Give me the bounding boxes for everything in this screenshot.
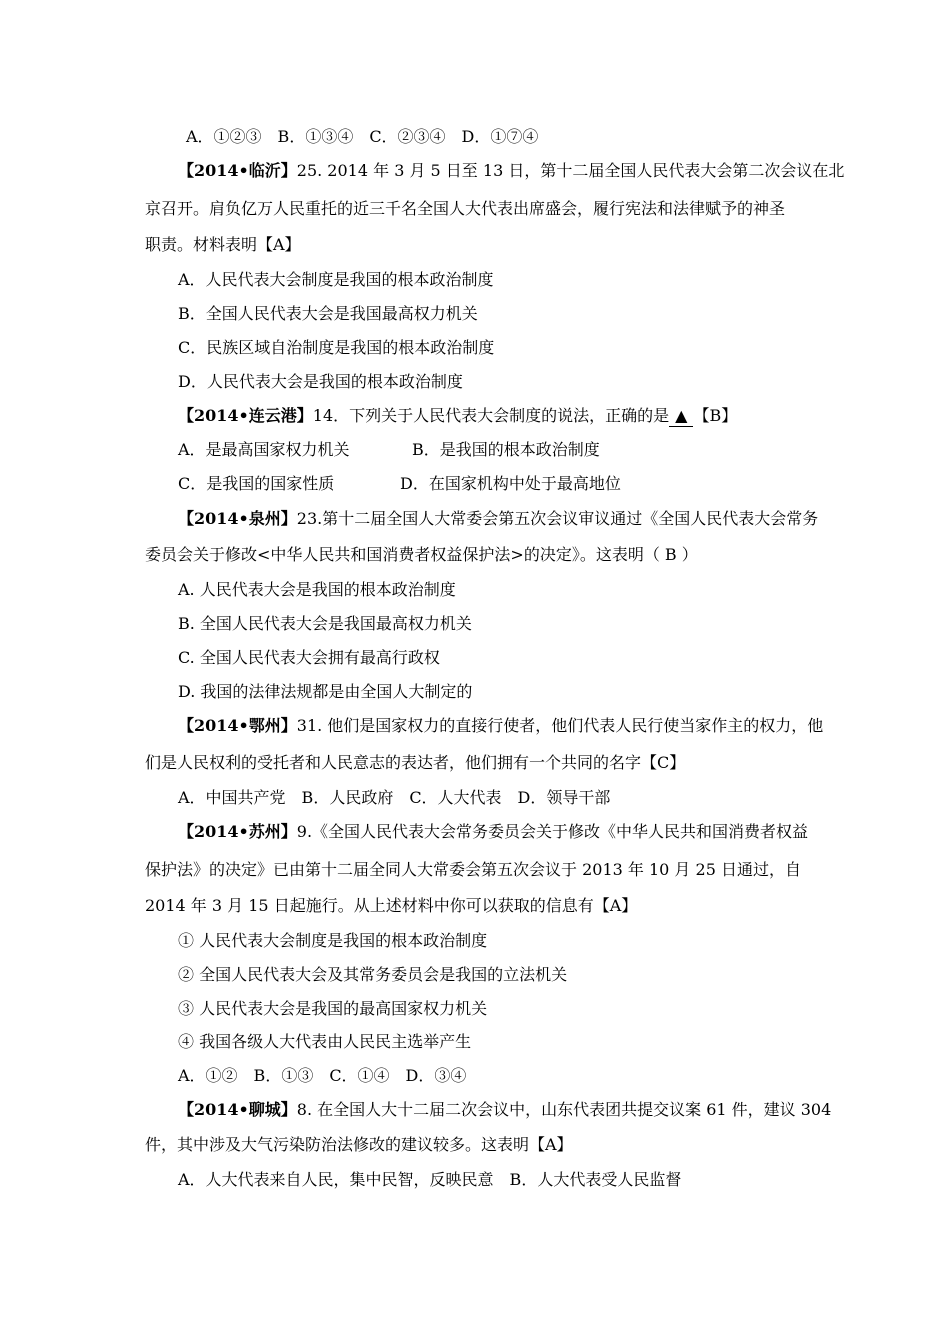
answer-mark: 【B】 <box>693 406 738 425</box>
options-line: A．①② B．①③ C．①④ D．③④ <box>178 1066 467 1085</box>
statement-4: ④ 我国各级人大代表由人民民主选举产生 <box>178 1032 472 1051</box>
question-source: 【2014•苏州】 <box>178 822 297 841</box>
answer-blank: ▲ <box>669 406 693 427</box>
option-b: B．是我国的根本政治制度 <box>412 440 600 459</box>
statement-3: ③ 人民代表大会是我国的最高国家权力机关 <box>178 999 488 1018</box>
question-text: 23.第十二届全国人大常委会第五次会议审议通过《全国人民代表大会常务 <box>296 509 819 528</box>
option-a: A．是最高国家权力机关 <box>178 440 350 459</box>
question-text: 14．下列关于人民代表大会制度的说法，正确的是 <box>312 406 670 425</box>
question-text-line: 职责。材料表明【A】 <box>145 235 301 254</box>
question-source: 【2014•鄂州】 <box>178 716 297 735</box>
question-25 <box>178 161 844 181</box>
question-14 <box>178 406 737 427</box>
question-source: 【2014•泉州】 <box>178 509 297 528</box>
option-d: D．在国家机构中处于最高地位 <box>400 474 621 493</box>
question-23 <box>178 509 818 529</box>
option-a: A．人民代表大会制度是我国的根本政治制度 <box>178 270 494 289</box>
question-text-line: 件，其中涉及大气污染防治法修改的建议较多。这表明【A】 <box>145 1135 573 1154</box>
question-text: 9.《全国人民代表大会常务委员会关于修改《中华人民共和国消费者权益 <box>296 822 809 841</box>
question-text: 31. 他们是国家权力的直接行使者，他们代表人民行使当家作主的权力，他 <box>296 716 824 735</box>
option-a: A. 人民代表大会是我国的根本政治制度 <box>178 580 456 599</box>
question-text-line: 们是人民权利的受托者和人民意志的表达者，他们拥有一个共同的名字【C】 <box>145 753 686 772</box>
question-source: 【2014•临沂】 <box>178 161 297 180</box>
options-line: A．人大代表来自人民，集中民智，反映民意 B．人大代表受人民监督 <box>178 1170 682 1189</box>
question-text-line: 2014 年 3 月 15 日起施行。从上述材料中你可以获取的信息有【A】 <box>145 896 638 915</box>
question-9 <box>178 822 808 842</box>
statement-1: ① 人民代表大会制度是我国的根本政治制度 <box>178 931 488 950</box>
question-31 <box>178 716 823 736</box>
option-d: D．人民代表大会是我国的根本政治制度 <box>178 372 463 391</box>
option-b: B．全国人民代表大会是我国最高权力机关 <box>178 304 478 323</box>
question-text: 8. 在全国人大十二届二次会议中，山东代表团共提交议案 61 件，建议 304 <box>296 1100 832 1119</box>
option-c: C. 全国人民代表大会拥有最高行政权 <box>178 648 440 667</box>
option-c: C．民族区域自治制度是我国的根本政治制度 <box>178 338 495 357</box>
option-d: D. 我国的法律法规都是由全国人大制定的 <box>178 682 473 701</box>
question-source: 【2014•聊城】 <box>178 1100 297 1119</box>
question-text-line: 委员会关于修改<中华人民共和国消费者权益保护法>的决定》。这表明（ B ） <box>145 545 698 564</box>
question-source: 【2014•连云港】 <box>178 406 313 425</box>
question-8 <box>178 1100 831 1120</box>
question-text-line: 京召开。肩负亿万人民重托的近三千名全国人大代表出席盛会，履行宪法和法律赋予的神圣 <box>145 199 786 218</box>
options-line: A．中国共产党 B．人民政府 C．人大代表 D．领导干部 <box>178 788 611 807</box>
option-b: B. 全国人民代表大会是我国最高权力机关 <box>178 614 472 633</box>
option-c: C．是我国的国家性质 <box>178 474 335 493</box>
question-text: 25. 2014 年 3 月 5 日至 13 日，第十二届全国人民代表大会第二次会议在北 <box>296 161 845 180</box>
statement-2: ② 全国人民代表大会及其常务委员会是我国的立法机关 <box>178 965 568 984</box>
question-text-line: 保护法》的决定》已由第十二届全同人大常委会第五次会议于 2013 年 10 月 25 日通过，自 <box>145 860 801 879</box>
options-line: A．①②③ B．①③④ C．②③④ D．①⑦④ <box>186 127 539 146</box>
